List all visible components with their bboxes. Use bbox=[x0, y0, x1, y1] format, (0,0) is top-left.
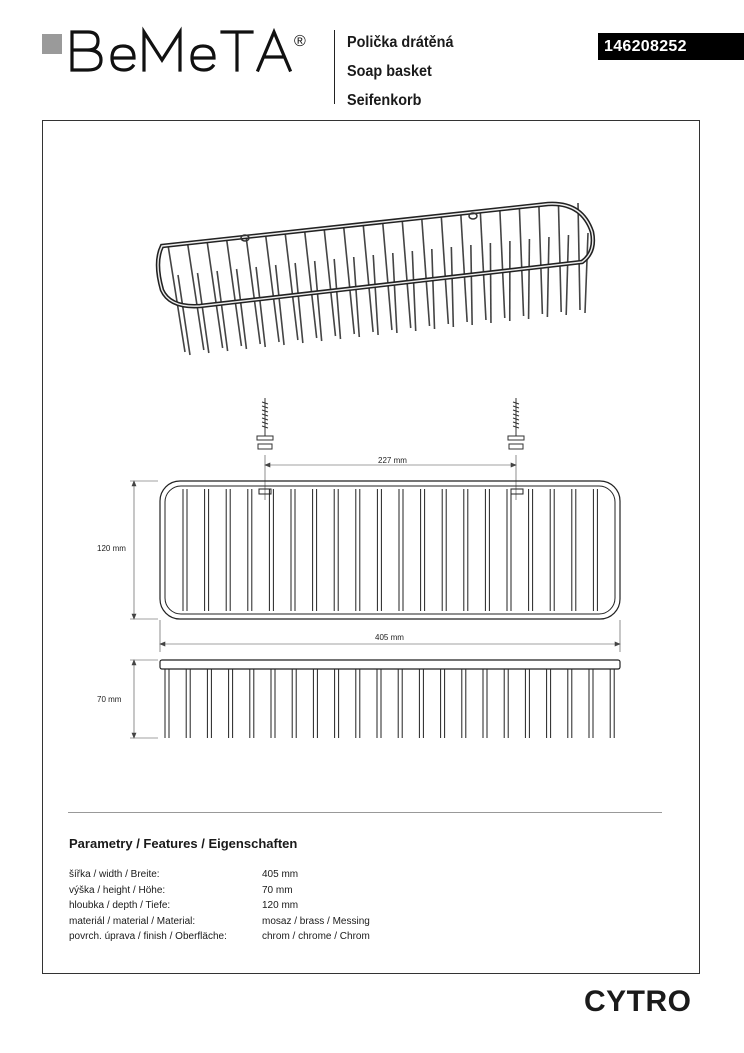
width-label: 405 mm bbox=[375, 633, 404, 642]
basket-perspective-view bbox=[158, 203, 593, 355]
basket-wire bbox=[217, 271, 228, 351]
basket-wire bbox=[373, 255, 378, 335]
basket-top-view bbox=[160, 481, 620, 619]
basket-wire bbox=[529, 239, 530, 319]
basket-wire bbox=[461, 215, 467, 322]
section-separator bbox=[68, 812, 662, 813]
feature-value: 405 mm bbox=[262, 869, 299, 880]
height-label: 70 mm bbox=[97, 695, 122, 704]
basket-wire bbox=[285, 233, 298, 340]
feature-label: hloubka / depth / Tiefe: bbox=[69, 900, 171, 911]
basket-wire bbox=[585, 233, 588, 313]
feature-label: výška / height / Höhe: bbox=[69, 884, 166, 896]
basket-wire bbox=[451, 247, 453, 327]
product-name-de: Seifenkorb bbox=[347, 92, 422, 109]
screw-left bbox=[257, 398, 273, 449]
basket-wire bbox=[441, 217, 448, 324]
feature-label: materiál / material / Material: bbox=[69, 915, 196, 927]
hole-spacing-label: 227 mm bbox=[378, 456, 407, 465]
basket-wire bbox=[432, 249, 435, 329]
features-title: Parametry / Features / Eigenschaften bbox=[69, 836, 298, 851]
basket-wire bbox=[500, 211, 505, 318]
feature-value: 120 mm bbox=[262, 900, 299, 911]
product-name-en: Soap basket bbox=[347, 63, 432, 80]
basket-wire bbox=[490, 243, 491, 323]
feature-row bbox=[69, 914, 370, 930]
feature-value: mosaz / brass / Messing bbox=[262, 915, 370, 927]
product-code-badge: 146208252 bbox=[598, 33, 744, 60]
basket-wire bbox=[363, 225, 373, 332]
model-name: CYTRO bbox=[584, 985, 692, 1018]
depth-label: 120 mm bbox=[97, 544, 126, 553]
feature-row bbox=[69, 867, 370, 883]
basket-wire bbox=[324, 229, 335, 336]
basket-wire bbox=[402, 221, 410, 328]
screw-right bbox=[508, 398, 524, 449]
features-table bbox=[69, 867, 370, 945]
dimension-depth bbox=[130, 481, 158, 619]
basket-wire bbox=[305, 231, 317, 338]
basket-wire bbox=[558, 205, 561, 312]
basket-wire bbox=[539, 207, 542, 314]
feature-row bbox=[69, 898, 370, 914]
basket-wire bbox=[383, 223, 392, 330]
feature-label: šířka / width / Breite: bbox=[69, 869, 160, 880]
basket-wire bbox=[393, 253, 397, 333]
basket-front-view bbox=[160, 660, 620, 738]
basket-wire bbox=[578, 203, 580, 310]
basket-wire bbox=[237, 269, 247, 349]
registered-mark: ® bbox=[294, 33, 306, 50]
feature-value: 70 mm bbox=[262, 884, 293, 896]
basket-wire bbox=[566, 235, 568, 315]
basket-wire bbox=[519, 209, 523, 316]
product-name-cs: Polička drátěná bbox=[347, 34, 454, 51]
basket-wire bbox=[412, 251, 415, 331]
basket-wire bbox=[266, 235, 279, 342]
dimension-height bbox=[130, 660, 158, 738]
basket-wire bbox=[471, 245, 472, 325]
feature-value: chrom / chrome / Chrom bbox=[262, 931, 370, 942]
basket-wire bbox=[354, 257, 360, 337]
basket-wire bbox=[480, 213, 486, 320]
basket-wire bbox=[422, 219, 430, 326]
basket-wire bbox=[276, 265, 284, 345]
basket-wire bbox=[547, 237, 549, 317]
feature-label: povrch. úprava / finish / Oberfläche: bbox=[69, 931, 227, 942]
feature-row bbox=[69, 883, 370, 899]
basket-wire bbox=[344, 227, 355, 334]
basket-wire bbox=[256, 267, 265, 347]
feature-row bbox=[69, 929, 370, 945]
